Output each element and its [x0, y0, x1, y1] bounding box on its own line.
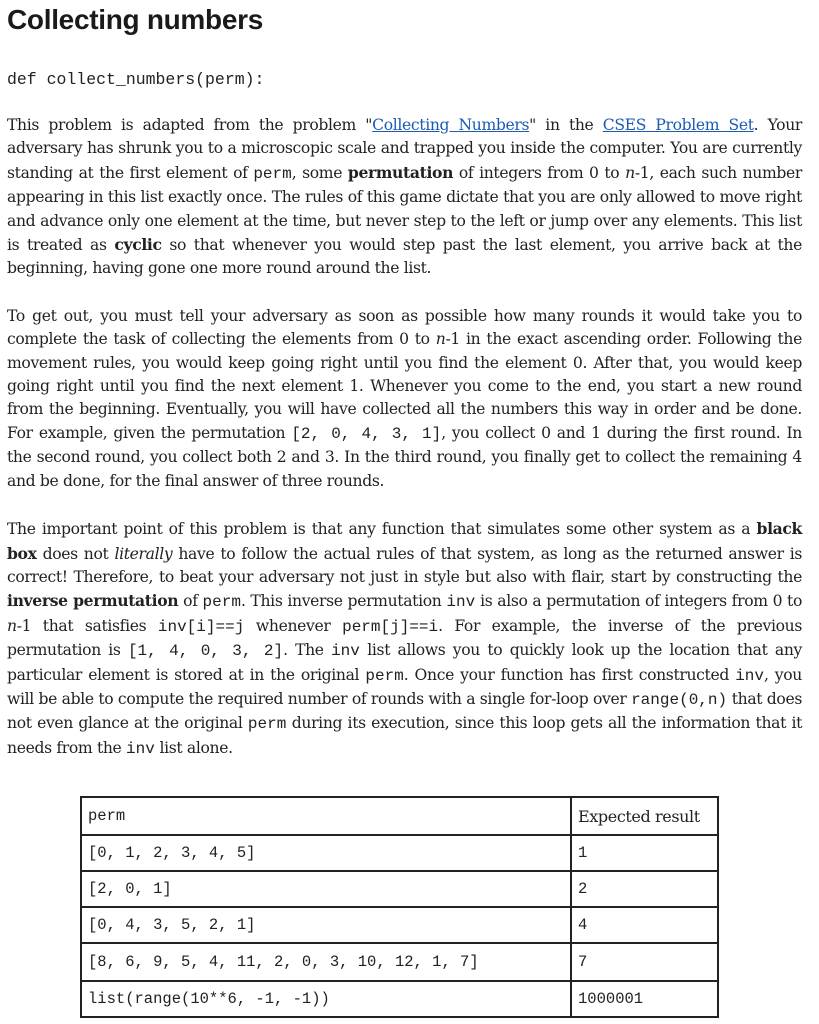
- bold-term: black box: [7, 519, 802, 563]
- text: does not: [36, 544, 115, 563]
- function-signature: def collect_numbers(perm):: [7, 70, 265, 89]
- italic-var: n: [7, 616, 17, 635]
- text: have to follow the actual rules of that system, as long as the returned answer is correct! Therefore, to beat your adversary not just in style but also with flair, start by constructing the: [7, 544, 802, 586]
- text: . Once your function has first constructed: [403, 665, 736, 684]
- text: -1 that satisfies: [16, 616, 158, 635]
- text: list allows you to quickly look up the location that any particular element is stored at in the original: [7, 641, 802, 684]
- table-row: [81, 981, 718, 1017]
- bold-term: inverse permutation: [7, 591, 179, 611]
- header-perm: perm: [81, 797, 571, 835]
- code-inv: inv: [126, 739, 155, 758]
- perm-cell: [0, 1, 2, 3, 4, 5]: [81, 835, 571, 871]
- text: whenever: [244, 616, 343, 635]
- code-inv: inv: [735, 666, 764, 685]
- text: , you collect 0 and 1 during the first round. In the second round, you collect both 2 and 3. In the third round, you finally get to collect the remaining 4 and be done, for the final answer of three rounds.: [7, 423, 802, 490]
- perm-cell: list(range(10**6, -1, -1)): [81, 981, 571, 1017]
- table-row: [81, 943, 718, 981]
- text: The important point of this problem is that any function that simulates some other system as a: [7, 520, 757, 539]
- text: of: [178, 592, 203, 611]
- header-expected-result: Expected result: [571, 797, 718, 835]
- paragraph-intro: [7, 114, 802, 281]
- text: list alone.: [154, 738, 233, 757]
- code-perm: perm: [253, 164, 292, 183]
- code-expr: inv[i]==j: [157, 617, 245, 636]
- perm-cell: [2, 0, 1]: [81, 871, 571, 907]
- code-range: range(0,n): [631, 690, 728, 709]
- text: . This inverse permutation: [240, 592, 447, 611]
- code-inv: inv: [446, 593, 476, 612]
- code-expr: perm[j]==i: [342, 617, 439, 636]
- text: , you will be able to compute the required number of rounds with a single for-loop over: [7, 665, 802, 708]
- collecting-numbers-link[interactable]: Collecting Numbers: [372, 116, 530, 134]
- cses-problem-set-link[interactable]: CSES Problem Set: [602, 116, 754, 134]
- text: -1, each such number appearing in this list exactly once. The rules of this game dictate that you are only allowed to move right and advance only one element at the time, but never step to the left or jump over any elements. This list is treated as: [7, 163, 803, 255]
- perm-cell: [8, 6, 9, 5, 4, 11, 2, 0, 3, 10, 12, 1, 7]: [81, 943, 571, 981]
- table-row: [81, 835, 718, 871]
- result-cell: 4: [571, 907, 718, 943]
- result-cell: 1: [571, 835, 718, 871]
- text: so that whenever you would step past the last element, you arrive back at the beginning, having gone one more round around the list.: [7, 236, 802, 278]
- text: . Your adversary has shrunk you to a microscopic scale and trapped you inside the computer. You are currently standing at the first element of: [7, 116, 802, 182]
- italic-term: literally: [114, 544, 173, 563]
- text: To get out, you must tell your adversary as soon as possible how many rounds it would take you to complete the task of collecting the elements from 0 to: [7, 306, 802, 349]
- page-title: Collecting numbers: [7, 4, 263, 35]
- examples-table: [80, 796, 719, 1018]
- text: of integers from 0 to: [453, 163, 626, 182]
- text: . For example, the inverse of the previous permutation is: [7, 616, 802, 660]
- bold-term: permutation: [347, 162, 454, 182]
- paragraph-task: [7, 305, 802, 493]
- code-perm: perm: [202, 593, 241, 612]
- text: during its execution, since this loop gets all the information that it needs from the: [7, 714, 802, 757]
- table-header-row: [81, 797, 718, 835]
- text: -1 in the exact ascending order. Following the movement rules, you would keep going right until you find the element 0. After that, you would keep going right until you find the next element 1. Whenever you come to the end, you start a new round from the beginning. Eventually, you will have collected all the numbers this way in order and be done. For example, given the permutation: [7, 330, 802, 442]
- table-row: [81, 907, 718, 943]
- perm-cell: [0, 4, 3, 5, 2, 1]: [81, 907, 571, 943]
- table-row: [81, 871, 718, 907]
- result-cell: 2: [571, 871, 718, 907]
- italic-var: n: [625, 163, 635, 182]
- code-example: [2, 0, 4, 3, 1]: [291, 424, 442, 443]
- code-example: [1, 4, 0, 3, 2]: [127, 642, 284, 661]
- code-perm: perm: [365, 666, 404, 685]
- result-cell: 7: [571, 943, 718, 981]
- code-inv: inv: [331, 642, 360, 661]
- italic-var: n: [435, 330, 446, 349]
- document: [7, 0, 802, 761]
- text: " in the: [529, 116, 603, 134]
- text: is also a permutation of integers from 0 to: [475, 592, 802, 611]
- code-perm: perm: [247, 715, 287, 734]
- result-cell: 1000001: [571, 981, 718, 1017]
- paragraph-inverse: [7, 517, 802, 761]
- text: This problem is adapted from the problem ": [7, 116, 373, 134]
- text: . The: [283, 641, 332, 660]
- text: , some: [291, 163, 348, 182]
- bold-term: cyclic: [114, 235, 162, 255]
- text: that does not even glance at the original: [7, 689, 802, 733]
